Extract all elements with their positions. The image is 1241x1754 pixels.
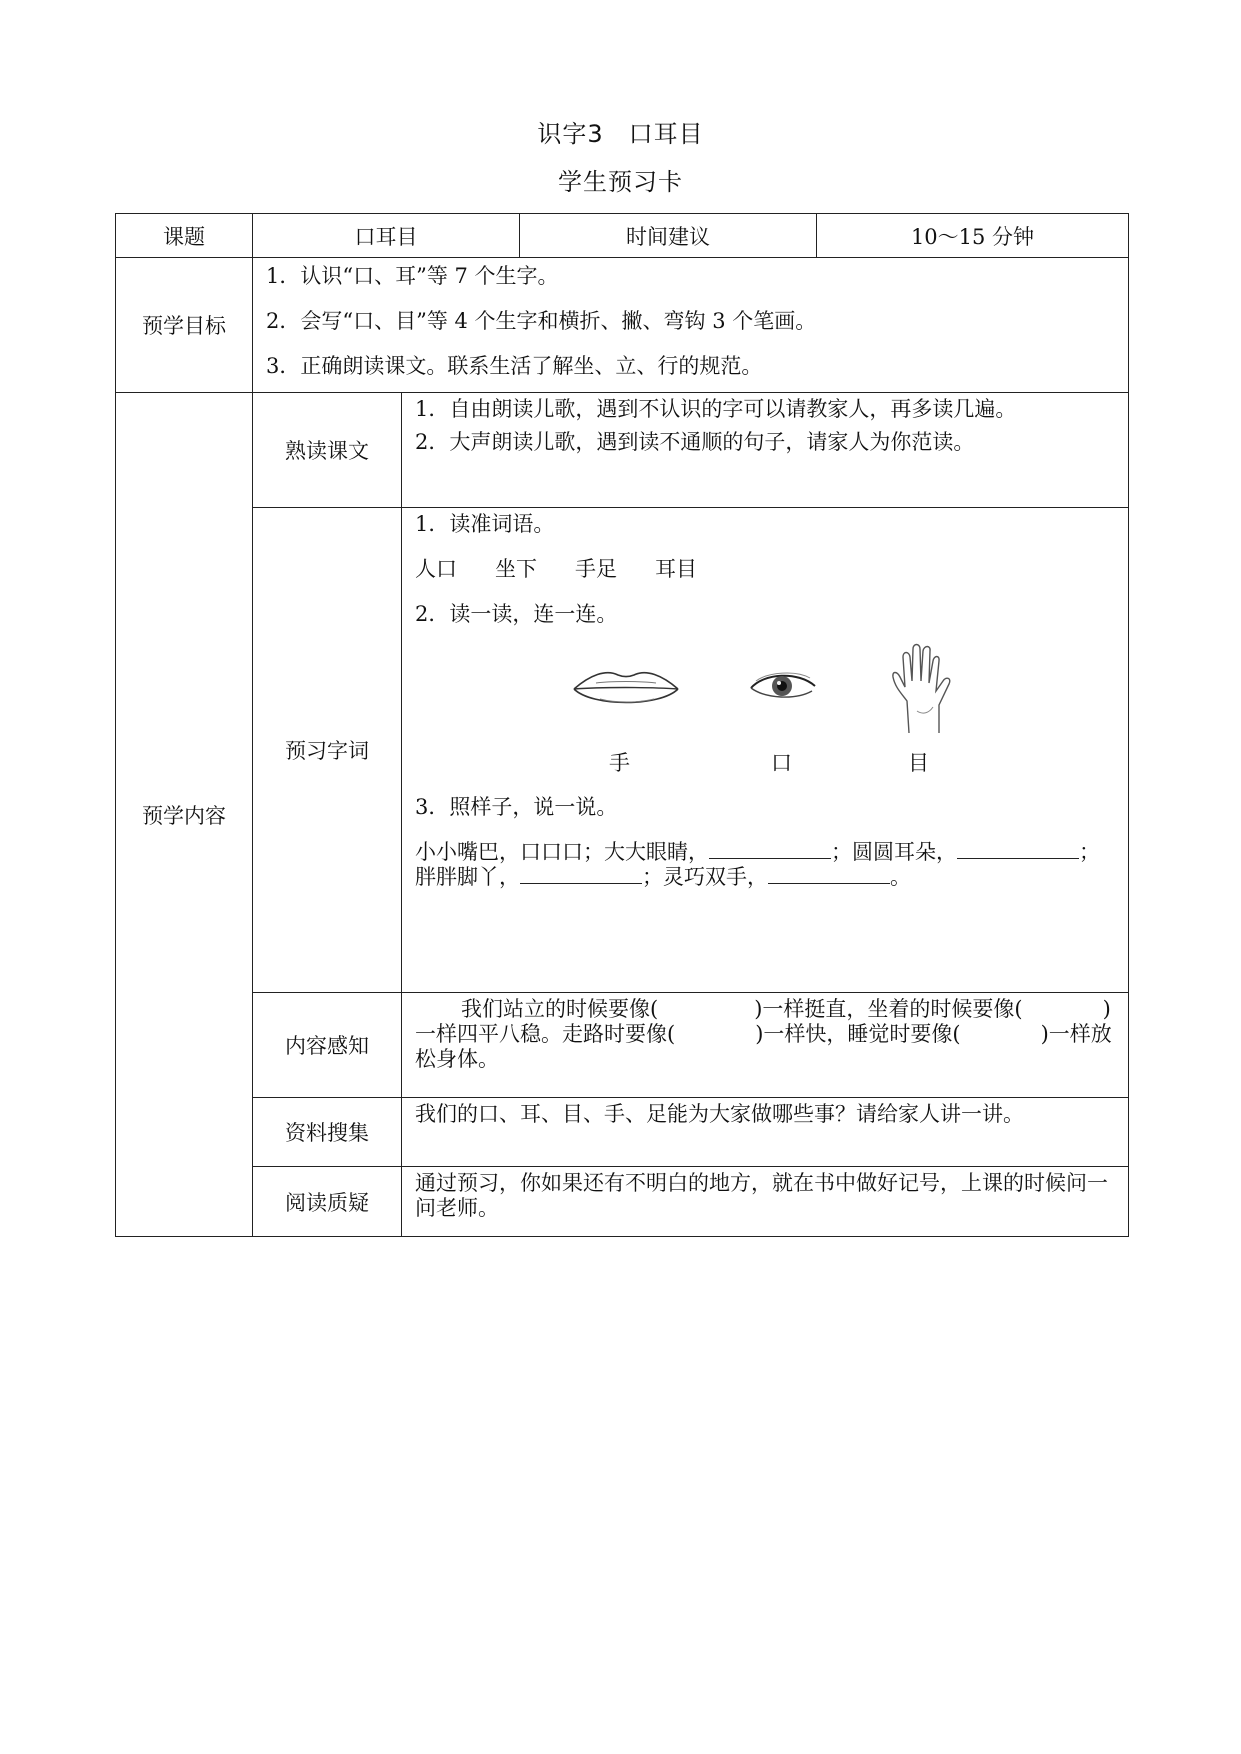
word-1: 人口: [415, 557, 457, 581]
perception-part-c: )一样四平八稳。走路时要像(: [415, 997, 1111, 1046]
answer-blank-4[interactable]: [768, 865, 890, 884]
perception-content: [402, 993, 1129, 1098]
perception-part-e: )一样放松身体。: [415, 1022, 1112, 1071]
read-item-1: 1．自由朗读儿歌，遇到不认识的字可以请教家人，再多读几遍。: [415, 397, 1017, 421]
pattern-part-4: ；灵巧双手，: [642, 865, 768, 889]
read-text-content: [402, 393, 1129, 508]
pattern-part-1: 小小嘴巴，口口口；大大眼睛，: [415, 840, 709, 864]
pattern-sentence: [415, 840, 1114, 890]
answer-blank-2[interactable]: [957, 840, 1079, 859]
time-value: 10～15 分钟: [817, 214, 1129, 258]
pattern-part-3: ；胖胖脚丫，: [415, 840, 1100, 889]
questions-content: 通过预习，你如果还有不明白的地方，就在书中做好记号，上课的时候问一问老师。: [402, 1167, 1129, 1237]
matching-pictures: [415, 627, 1114, 747]
vocab-content: [402, 508, 1129, 993]
word-4: 耳目: [655, 557, 697, 581]
vocab-item-3: 3．照样子，说一说。: [415, 795, 618, 819]
perception-part-b: )一样挺直，坐着的时候要像(: [754, 997, 1023, 1021]
topic-label: 课题: [116, 214, 253, 258]
vocab-item-2: 2．读一读，连一连。: [415, 602, 618, 626]
read-text-row: [116, 393, 1129, 508]
page-title: 识字3 口耳目: [537, 120, 704, 148]
answer-blank-1[interactable]: [709, 840, 831, 859]
match-word-hand: 手: [609, 751, 630, 775]
card-title: 学生预习卡: [558, 168, 683, 196]
word-2: 坐下: [495, 557, 537, 581]
pattern-part-5: 。: [890, 865, 911, 889]
perception-part-d: )一样快，睡觉时要像(: [755, 1022, 961, 1046]
answer-blank-3[interactable]: [520, 865, 642, 884]
hand-image: [887, 641, 959, 737]
header-row: [116, 214, 1129, 258]
research-content: 我们的口、耳、目、手、足能为大家做哪些事？请给家人讲一讲。: [402, 1098, 1129, 1167]
perception-label: 内容感知: [253, 993, 402, 1098]
word-3: 手足: [575, 557, 617, 581]
lips-image: [570, 665, 682, 713]
match-word-eye: 目: [908, 751, 929, 775]
read-text-label: 熟读课文: [253, 393, 402, 508]
research-row: [116, 1098, 1129, 1167]
eye-image: [748, 669, 818, 705]
time-label: 时间建议: [520, 214, 817, 258]
topic-value: 口耳目: [253, 214, 520, 258]
preview-card-table: [115, 213, 1129, 1237]
goals-content: [253, 258, 1129, 393]
perception-part-a: 我们站立的时候要像(: [461, 997, 659, 1021]
research-label: 资料搜集: [253, 1098, 402, 1167]
match-word-mouth: 口: [771, 751, 792, 775]
content-label: 预学内容: [116, 393, 253, 1237]
vocab-label: 预习字词: [253, 508, 402, 993]
questions-row: [116, 1167, 1129, 1237]
goals-label: 预学目标: [116, 258, 253, 393]
word-list: [415, 557, 1114, 582]
vocab-item-1: 1．读准词语。: [415, 512, 555, 536]
pattern-part-2: ；圆圆耳朵，: [831, 840, 957, 864]
goal-item-3: 3．正确朗读课文。联系生活了解坐、立、行的规范。: [266, 354, 763, 378]
questions-label: 阅读质疑: [253, 1167, 402, 1237]
perception-row: [116, 993, 1129, 1098]
goal-item-1: 1．认识“口、耳”等 7 个生字。: [266, 264, 559, 288]
read-item-2: 2．大声朗读儿歌，遇到读不通顺的句子，请家人为你范读。: [415, 430, 975, 454]
goals-row: [116, 258, 1129, 393]
vocab-row: [116, 508, 1129, 993]
goal-item-2: 2．会写“口、目”等 4 个生字和横折、撇、弯钩 3 个笔画。: [266, 309, 817, 333]
matching-words: [415, 747, 1114, 783]
